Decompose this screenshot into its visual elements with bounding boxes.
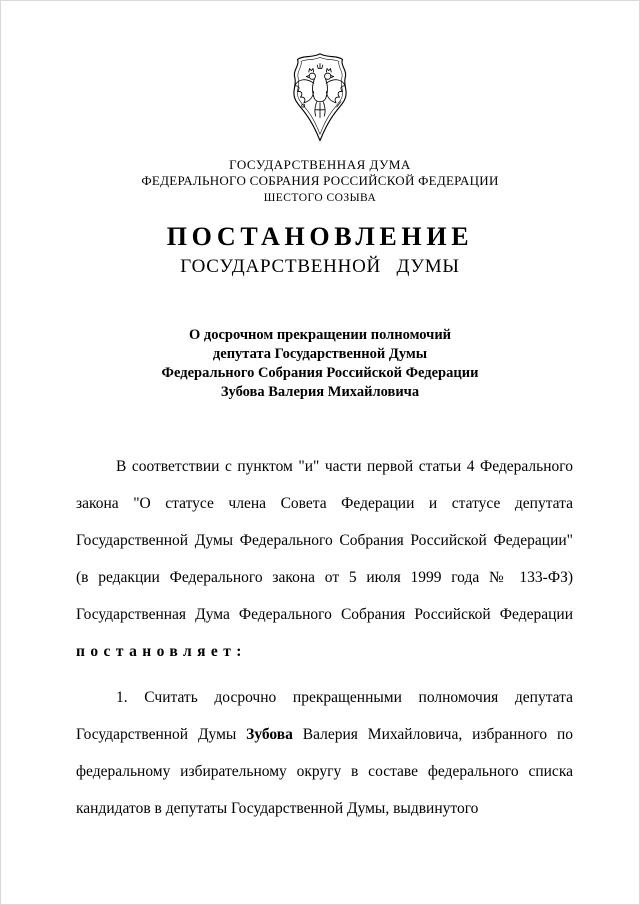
- document-subject: [1, 326, 639, 402]
- subject-line: О досрочном прекращении полномочий: [188, 327, 452, 343]
- document-body: [76, 448, 573, 827]
- coat-of-arms-block: [1, 1, 639, 149]
- body-paragraph-1: [76, 448, 573, 670]
- resolution-verb: постановляет:: [76, 643, 247, 660]
- subject-line: депутата Государственной Думы: [212, 346, 428, 362]
- coat-of-arms-icon: [278, 51, 362, 149]
- paragraph-text: 1. Считать досрочно прекращенными полномочия депутата Государственной Думы: [76, 689, 573, 743]
- org-name-line: ФЕДЕРАЛЬНОГО СОБРАНИЯ РОССИЙСКОЙ ФЕДЕРАЦИИ: [141, 173, 499, 188]
- paragraph-text: Валерия Михайловича, избранного по федеральному избирательному округу в составе федерального списка кандидатов в депутаты Государственной Думы, выдвинутого: [76, 726, 573, 817]
- org-convocation-line: ШЕСТОГО СОЗЫВА: [263, 192, 377, 204]
- org-name-line: ГОСУДАРСТВЕННАЯ ДУМА: [229, 157, 411, 172]
- subject-line: Федерального Собрания Российской Федерации: [161, 365, 479, 381]
- subject-line: Зубова Валерия Михайловича: [220, 384, 420, 400]
- deputy-surname: Зубова: [246, 726, 293, 743]
- paragraph-text: В соответствии с пунктом "и" части первой статьи 4 Федерального закона "О статусе члена Совета Федерации и статусе депутата Государственной Думы Федерального Собрания Российской Федерации" (в редакции Федерального закона от 5 июля 1999 года № 133-ФЗ) Государственная Дума Федерального Собрания Российской Федерации: [76, 458, 573, 623]
- body-paragraph-2: [76, 679, 573, 827]
- document-title-sub: ГОСУДАРСТВЕННОЙ ДУМЫ: [180, 256, 460, 277]
- organization-header: [1, 157, 639, 206]
- document-title: [1, 222, 639, 280]
- document-title-main: ПОСТАНОВЛЕНИЕ: [166, 222, 474, 251]
